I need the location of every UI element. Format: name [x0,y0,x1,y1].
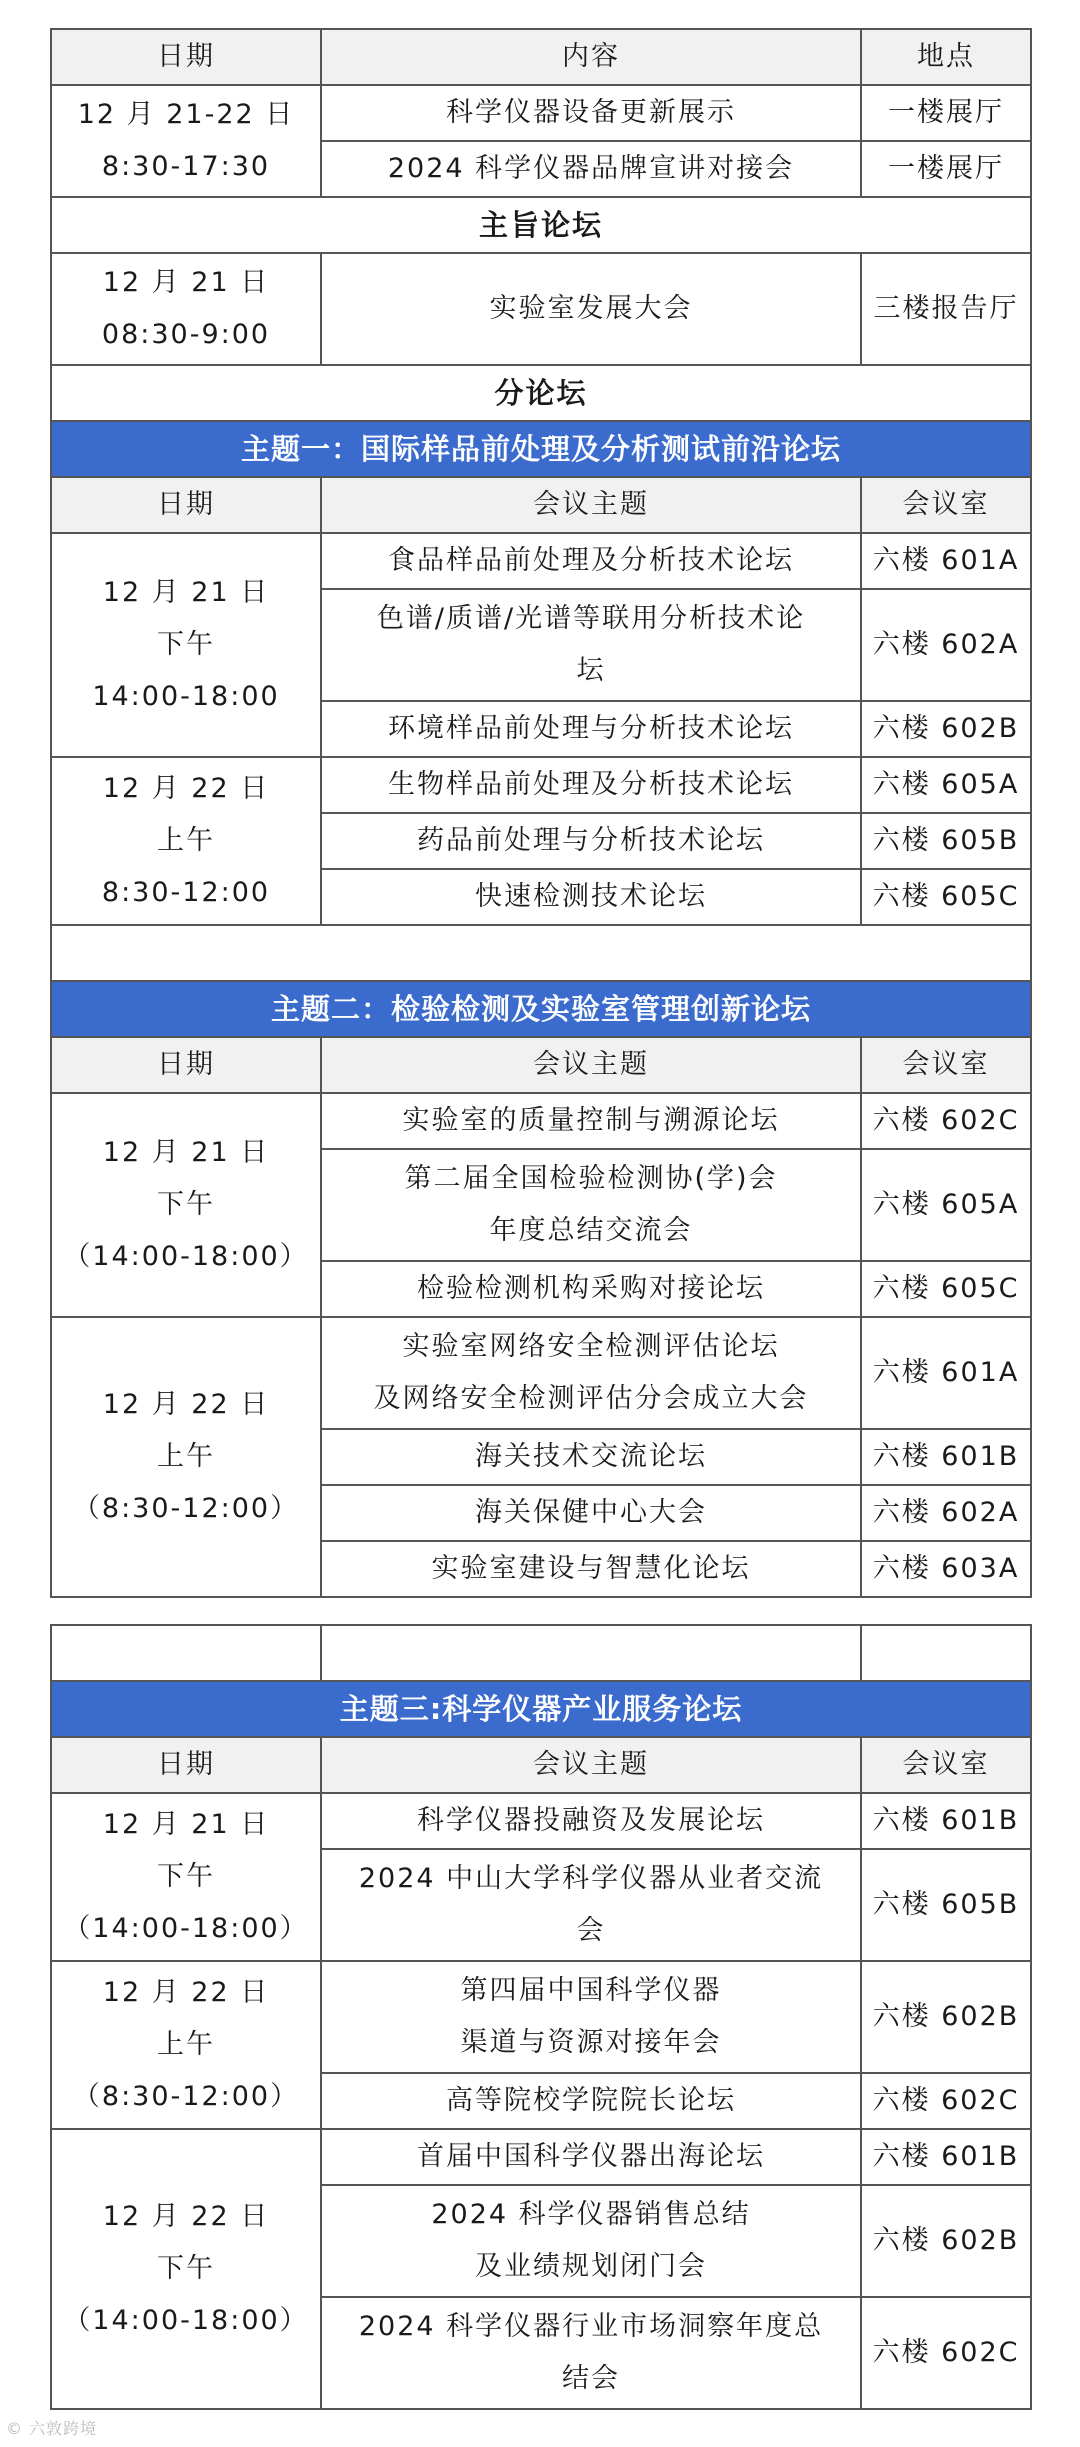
time-text: （14:00-18:00） [63,2305,309,2336]
topic-cell: 高等院校学院院长论坛 [321,2073,861,2129]
header-content: 内容 [321,29,861,85]
topic-cell [321,1961,861,2073]
topic-cell: 环境样品前处理与分析技术论坛 [321,701,861,757]
topic-cell: 科学仪器投融资及发展论坛 [321,1793,861,1849]
topic-line: 实验室网络安全检测评估论坛 [402,1331,780,1362]
schedule-table-theme3 [50,1624,1032,2410]
header-row [51,1737,1031,1793]
time-text: （8:30-12:00） [72,1493,300,1524]
table-row [51,2129,1031,2185]
time-text: 08:30-9:00 [101,319,271,350]
table-row [51,85,1031,141]
topic-line: 及业绩规划闭门会 [475,2251,707,2282]
section-row [51,197,1031,253]
topic-cell [321,1317,861,1429]
room-cell: 六楼 602B [861,701,1031,757]
topic-cell [321,2297,861,2409]
period-text: 上午 [157,825,215,856]
topic-line: 结会 [562,2363,620,2394]
topic-line: 2024 科学仪器行业市场洞察年度总 [358,2311,824,2342]
topic-line: 及网络安全检测评估分会成立大会 [373,1383,809,1414]
room-cell: 六楼 602C [861,2073,1031,2129]
room-cell: 六楼 601B [861,1429,1031,1485]
topic-cell [321,1149,861,1261]
room-cell: 六楼 605B [861,813,1031,869]
topic-cell: 食品样品前处理及分析技术论坛 [321,533,861,589]
room-cell: 六楼 605C [861,869,1031,925]
room-cell: 六楼 602C [861,1093,1031,1149]
header-row [51,1037,1031,1093]
topic-cell [321,2185,861,2297]
date-text: 12 月 21 日 [102,1809,270,1840]
schedule-table-main [50,28,1032,1598]
table-row [51,1317,1031,1429]
header-date: 日期 [51,29,321,85]
schedule-page [50,28,1030,2410]
topic-cell: 生物样品前处理及分析技术论坛 [321,757,861,813]
period-text: 下午 [157,1189,215,1220]
header-date: 日期 [51,1037,321,1093]
date-cell [51,757,321,925]
date-cell [51,533,321,757]
room-cell: 六楼 601B [861,2129,1031,2185]
header-topic: 会议主题 [321,477,861,533]
table-row [51,1793,1031,1849]
topic-line: 2024 中山大学科学仪器从业者交流 [358,1863,824,1894]
topic-line: 第四届中国科学仪器 [460,1975,722,2006]
header-row [51,477,1031,533]
table-row [51,757,1031,813]
date-text: 12 月 21 日 [102,577,270,608]
header-row [51,29,1031,85]
blank-cell [51,925,1031,981]
room-cell: 六楼 601B [861,1793,1031,1849]
topic-cell [321,589,861,701]
blank-cell [51,1625,321,1681]
topic-cell: 检验检测机构采购对接论坛 [321,1261,861,1317]
header-date: 日期 [51,477,321,533]
time-text: 8:30-12:00 [101,877,271,908]
theme-banner-row [51,421,1031,477]
location-cell: 三楼报告厅 [861,253,1031,365]
theme2-title: 主题二：检验检测及实验室管理创新论坛 [51,981,1031,1037]
watermark: © 六敦跨境 [6,2419,98,2438]
content-cell: 科学仪器设备更新展示 [321,85,861,141]
topic-line: 色谱/质谱/光谱等联用分析技术论 [376,603,806,634]
date-cell [51,253,321,365]
time-text: （14:00-18:00） [63,1241,309,1272]
table-row [51,533,1031,589]
location-cell: 一楼展厅 [861,85,1031,141]
theme-banner-row [51,1681,1031,1737]
time-text: （8:30-12:00） [72,2081,300,2112]
blank-cell [321,1625,861,1681]
period-text: 上午 [157,2029,215,2060]
topic-line: 坛 [576,655,606,686]
date-cell [51,1961,321,2129]
room-cell: 六楼 602B [861,2185,1031,2297]
room-cell: 六楼 605A [861,1149,1031,1261]
theme-banner-row [51,981,1031,1037]
room-cell: 六楼 602A [861,1485,1031,1541]
table-row [51,253,1031,365]
keynote-title: 主旨论坛 [51,197,1031,253]
date-text: 12 月 22 日 [102,1389,270,1420]
date-text: 12 月 22 日 [102,1977,270,2008]
date-cell [51,1317,321,1597]
topic-line: 年度总结交流会 [489,1215,693,1246]
header-topic: 会议主题 [321,1737,861,1793]
room-cell: 六楼 603A [861,1541,1031,1597]
room-cell: 六楼 601A [861,1317,1031,1429]
date-cell [51,1793,321,1961]
content-cell: 2024 科学仪器品牌宣讲对接会 [321,141,861,197]
header-location: 地点 [861,29,1031,85]
table-row [51,1961,1031,2073]
topic-cell: 药品前处理与分析技术论坛 [321,813,861,869]
topic-cell: 首届中国科学仪器出海论坛 [321,2129,861,2185]
theme1-title: 主题一：国际样品前处理及分析测试前沿论坛 [51,421,1031,477]
header-date: 日期 [51,1737,321,1793]
topic-cell [321,1849,861,1961]
subforum-title: 分论坛 [51,365,1031,421]
header-room: 会议室 [861,477,1031,533]
topic-cell: 海关保健中心大会 [321,1485,861,1541]
room-cell: 六楼 601A [861,533,1031,589]
location-cell: 一楼展厅 [861,141,1031,197]
section-row [51,365,1031,421]
header-topic: 会议主题 [321,1037,861,1093]
topic-line: 2024 科学仪器销售总结 [431,2199,751,2230]
topic-cell: 实验室的质量控制与溯源论坛 [321,1093,861,1149]
content-cell: 实验室发展大会 [321,253,861,365]
period-text: 下午 [157,2253,215,2284]
date-text: 12 月 22 日 [102,2201,270,2232]
time-text: 14:00-18:00 [92,681,280,712]
topic-cell: 海关技术交流论坛 [321,1429,861,1485]
date-text: 12 月 22 日 [102,773,270,804]
topic-cell: 实验室建设与智慧化论坛 [321,1541,861,1597]
room-cell: 六楼 602C [861,2297,1031,2409]
date-text: 12 月 21-22 日 [77,99,295,130]
room-cell: 六楼 605C [861,1261,1031,1317]
room-cell: 六楼 602B [861,1961,1031,2073]
date-cell [51,85,321,197]
period-text: 下午 [157,629,215,660]
room-cell: 六楼 605B [861,1849,1031,1961]
period-text: 上午 [157,1441,215,1472]
room-cell: 六楼 605A [861,757,1031,813]
header-room: 会议室 [861,1037,1031,1093]
blank-cell [861,1625,1031,1681]
time-text: （14:00-18:00） [63,1913,309,1944]
topic-cell: 快速检测技术论坛 [321,869,861,925]
blank-row [51,1625,1031,1681]
date-cell [51,1093,321,1317]
theme3-title: 主题三:科学仪器产业服务论坛 [51,1681,1031,1737]
date-text: 12 月 21 日 [102,1137,270,1168]
period-text: 下午 [157,1861,215,1892]
time-text: 8:30-17:30 [101,151,271,182]
header-room: 会议室 [861,1737,1031,1793]
date-cell [51,2129,321,2409]
topic-line: 第二届全国检验检测协(学)会 [404,1163,778,1194]
topic-line: 渠道与资源对接年会 [460,2027,722,2058]
blank-row [51,925,1031,981]
table-gap [50,1598,1030,1624]
room-cell: 六楼 602A [861,589,1031,701]
topic-line: 会 [576,1915,606,1946]
date-text: 12 月 21 日 [102,267,270,298]
table-row [51,1093,1031,1149]
